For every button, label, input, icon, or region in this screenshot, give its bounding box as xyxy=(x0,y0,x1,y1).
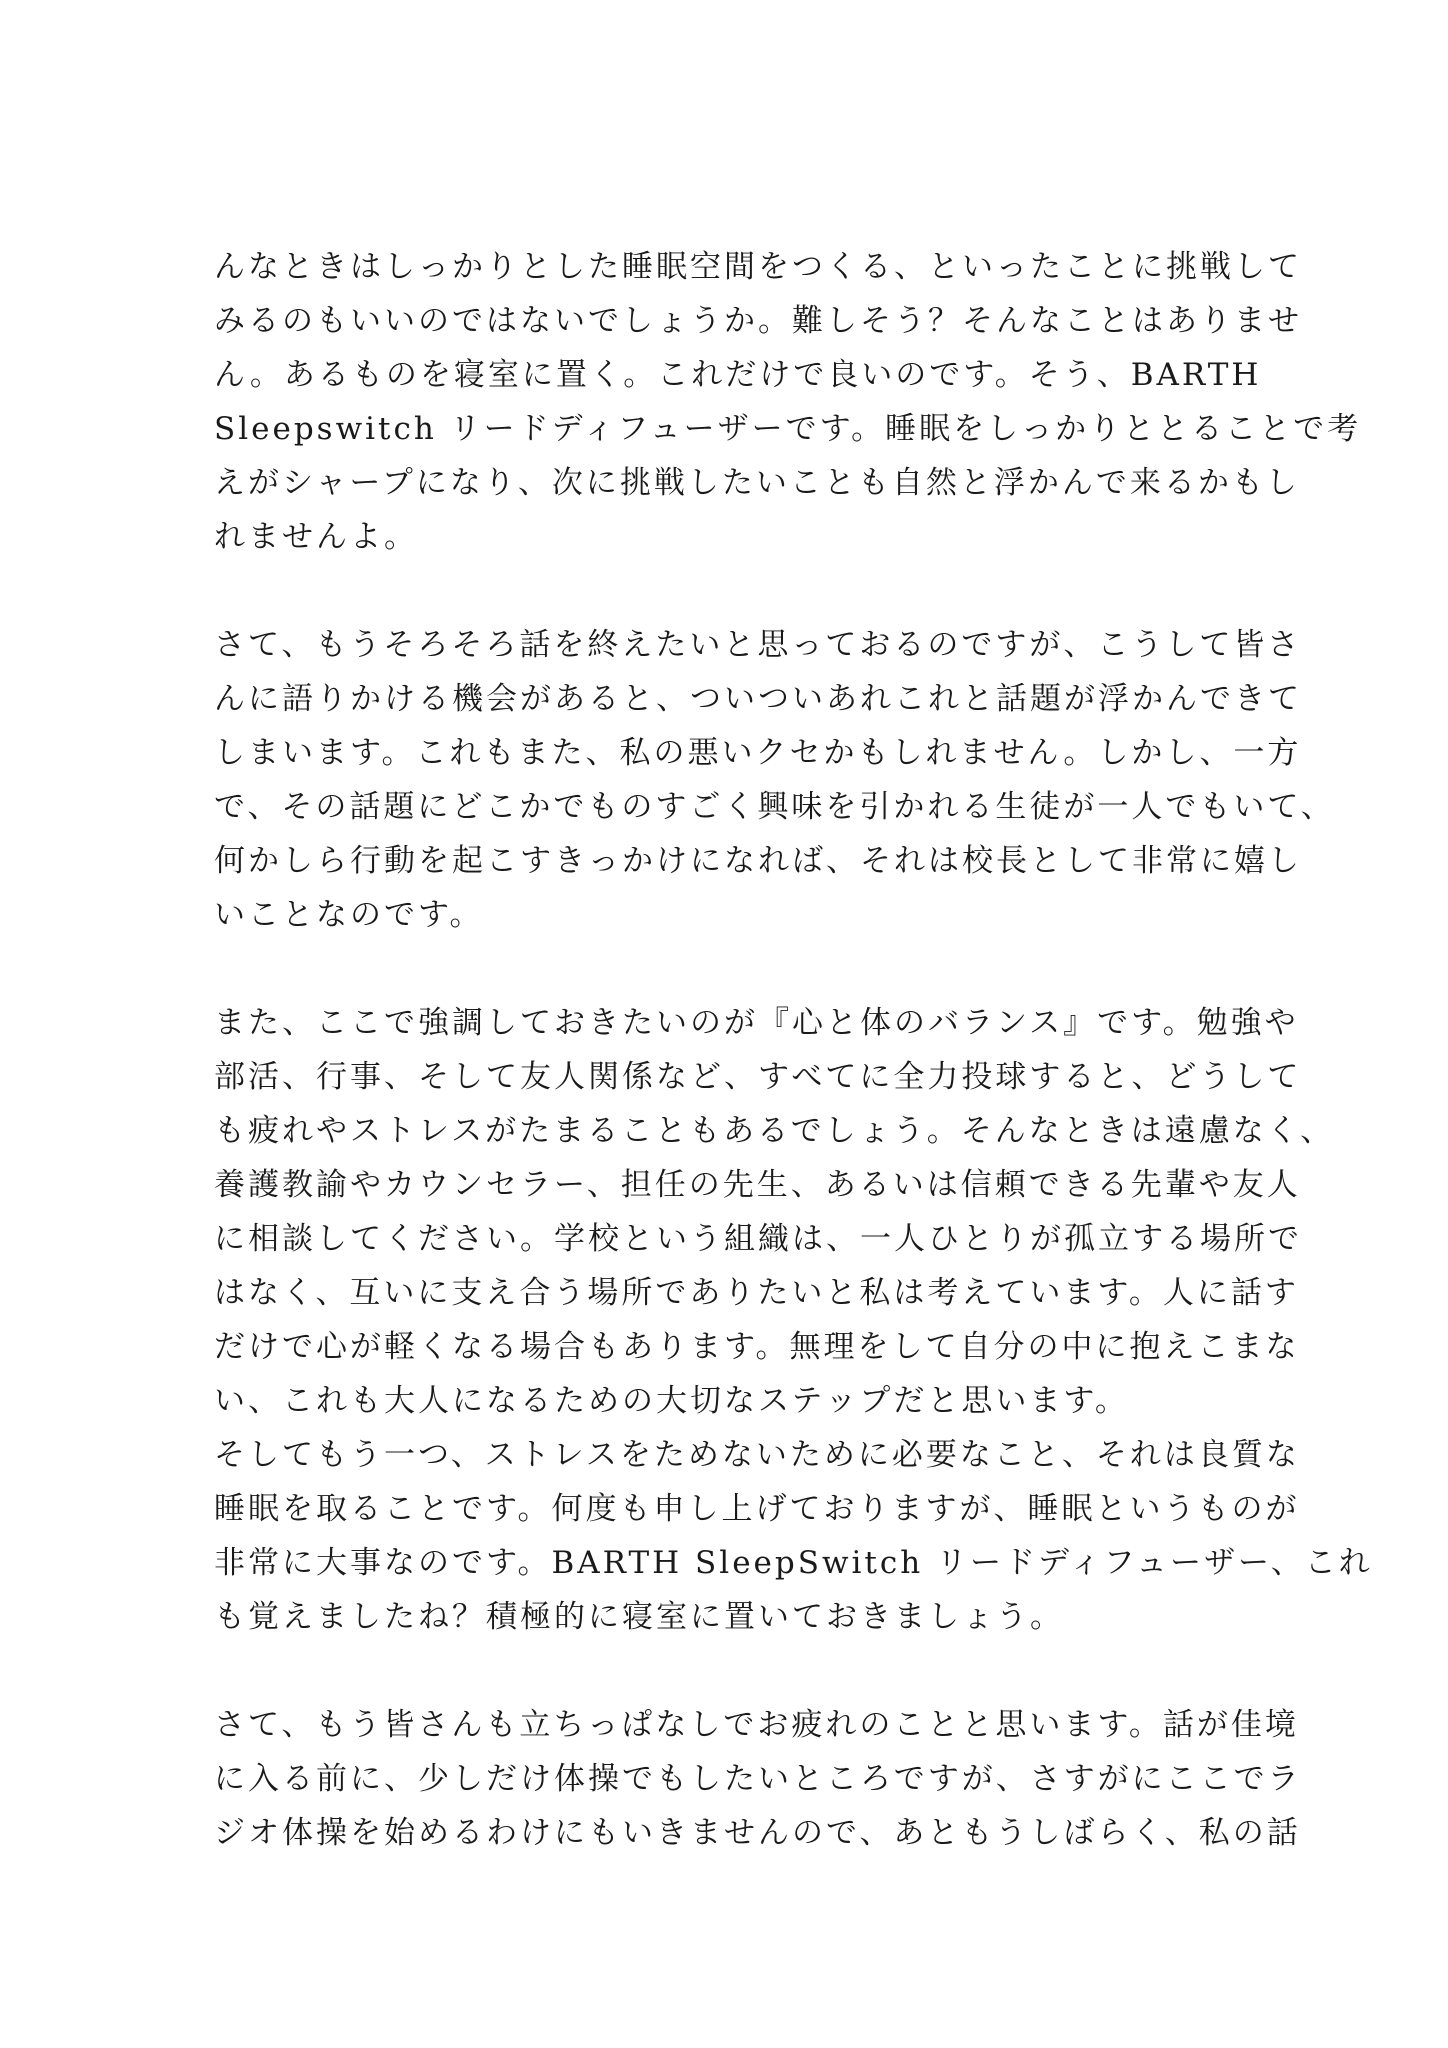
text-line: い、これも大人になるための大切なステップだと思います。 xyxy=(214,1383,1129,1419)
text-line: みるのもいいのではないでしょうか。難しそう？そんなことはありませ xyxy=(214,303,1302,339)
text-line: れませんよ。 xyxy=(214,519,418,555)
text-line: いことなのです。 xyxy=(214,897,484,933)
text-line: ん。あるものを寝室に置く。これだけで良いのです。そう、BARTH xyxy=(214,357,1262,393)
text-line: はなく、互いに支え合う場所でありたいと私は考えています。人に話す xyxy=(214,1275,1299,1311)
text-line: 非常に大事なのです。BARTH SleepSwitch リードディフューザー、これ xyxy=(214,1545,1373,1581)
text-line: に相談してください。学校という組織は、一人ひとりが孤立する場所で xyxy=(214,1221,1302,1257)
text-line: だけで心が軽くなる場合もあります。無理をして自分の中に抱えこまな xyxy=(214,1329,1300,1365)
paragraph-closing-talk xyxy=(214,618,1335,942)
document-page xyxy=(214,240,1373,1914)
text-line: も覚えましたね？積極的に寝室に置いておきましょう。 xyxy=(214,1599,1064,1635)
text-line: さて、もうそろそろ話を終えたいと思っておるのですが、こうして皆さ xyxy=(214,627,1302,663)
paragraph-mind-body-balance xyxy=(214,996,1335,1428)
text-line: 養護教諭やカウンセラー、担任の先生、あるいは信頼できる先輩や友人 xyxy=(214,1167,1301,1203)
paragraph-exercise xyxy=(214,1698,1302,1860)
text-line: んに語りかける機会があると、ついついあれこれと話題が浮かんできて xyxy=(214,681,1302,717)
paragraph-quality-sleep xyxy=(214,1428,1373,1644)
text-line: んなときはしっかりとした睡眠空間をつくる、といったことに挑戦して xyxy=(214,249,1302,285)
text-line: そしてもう一つ、ストレスをためないために必要なこと、それは良質な xyxy=(214,1437,1300,1473)
text-line: しまいます。これもまた、私の悪いクセかもしれません。しかし、一方 xyxy=(214,735,1302,771)
text-line: に入る前に、少しだけ体操でもしたいところですが、さすがにここでラ xyxy=(214,1761,1302,1797)
text-line: 睡眠を取ることです。何度も申し上げておりますが、睡眠というものが xyxy=(214,1491,1300,1527)
text-line: 部活、行事、そして友人関係など、すべてに全力投球すると、どうして xyxy=(214,1059,1302,1095)
text-line: また、ここで強調しておきたいのが『心と体のバランス』です。勉強や xyxy=(214,1005,1299,1041)
text-line: も疲れやストレスがたまることもあるでしょう。そんなときは遠慮なく、 xyxy=(214,1113,1335,1149)
text-line: で、その話題にどこかでものすごく興味を引かれる生徒が一人でもいて、 xyxy=(214,789,1335,825)
text-line: さて、もう皆さんも立ちっぱなしでお疲れのことと思います。話が佳境 xyxy=(214,1707,1299,1743)
text-line: えがシャープになり、次に挑戦したいことも自然と浮かんで来るかもし xyxy=(214,465,1300,501)
text-line: Sleepswitch リードディフューザーです。睡眠をしっかりととることで考 xyxy=(214,411,1362,447)
paragraph-sleep-space xyxy=(214,240,1362,564)
text-line: ジオ体操を始めるわけにもいきませんので、あともうしばらく、私の話 xyxy=(214,1815,1301,1851)
text-line: 何かしら行動を起こすきっかけになれば、それは校長として非常に嬉し xyxy=(214,843,1302,879)
